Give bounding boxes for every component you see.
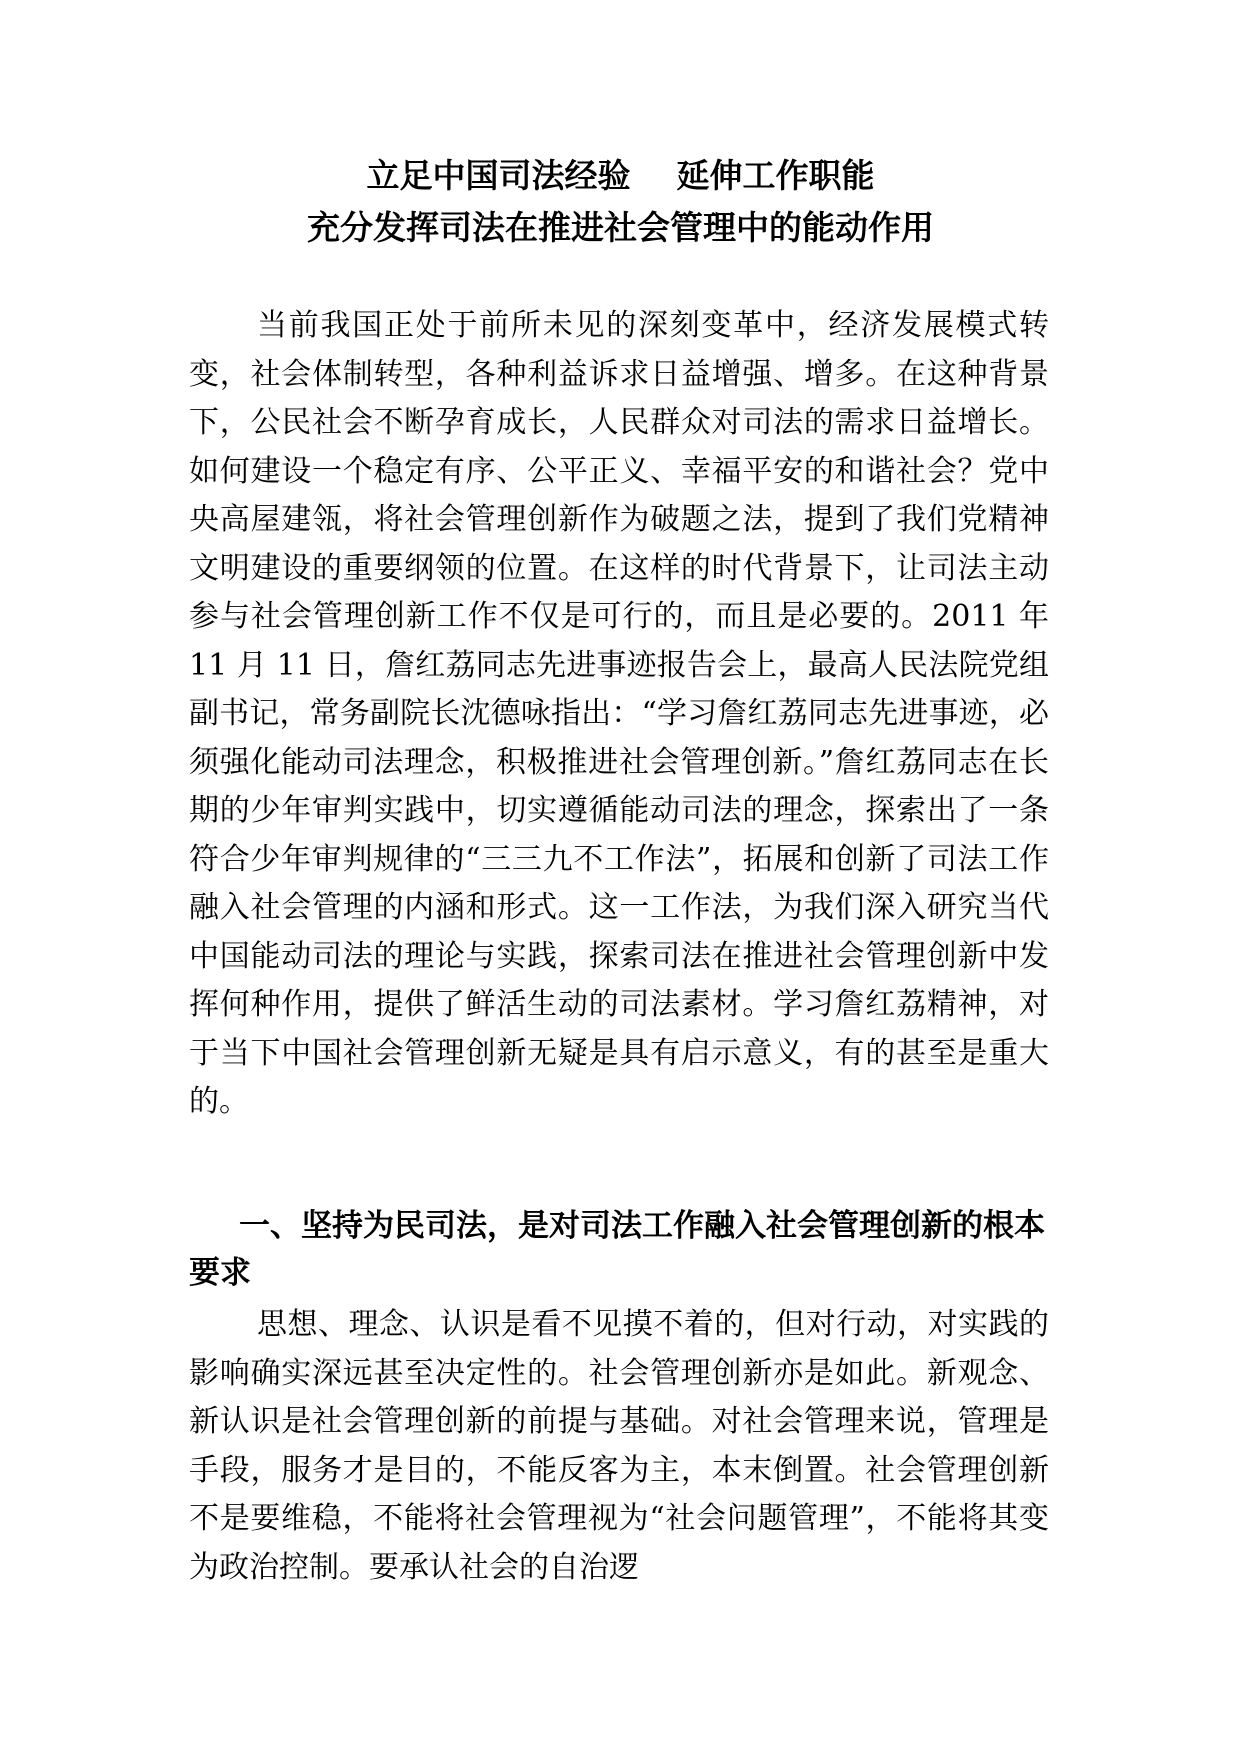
document-title	[0, 150, 1241, 254]
intro-paragraph: 当前我国正处于前所未见的深刻变革中，经济发展模式转变，社会体制转型，各种利益诉求日益增强、增多。在这种背景下，公民社会不断孕育成长，人民群众对司法的需求日益增长。如何建设一个稳定有序、公平正义、幸福平安的和谐社会？党中央高屋建瓴，将社会管理创新作为破题之法，提到了我们党精神文明建设的重要纲领的位置。在这样的时代背景下，让司法主动参与社会管理创新工作不仅是可行的，而且是必要的。2011 年 11 月 11 日，詹红荔同志先进事迹报告会上，最高人民法院党组副书记，常务副院长沈德咏指出：“学习詹红荔同志先进事迹，必须强化能动司法理念，积极推进社会管理创新。”詹红荔同志在长期的少年审判实践中，切实遵循能动司法的理念，探索出了一条符合少年审判规律的“三三九不工作法”，拓展和创新了司法工作融入社会管理的内涵和形式。这一工作法，为我们深入研究当代中国能动司法的理论与实践，探索司法在推进社会管理创新中发挥何种作用，提供了鲜活生动的司法素材。学习詹红荔精神，对于当下中国社会管理创新无疑是具有启示意义，有的甚至是重大的。	[189, 308, 1049, 1119]
section-1-heading: 一、坚持为民司法，是对司法工作融入社会管理创新的根本要求	[189, 1208, 1045, 1291]
title-line-2: 充分发挥司法在推进社会管理中的能动作用	[307, 208, 934, 247]
title-line-1: 立足中国司法经验 延伸工作职能	[366, 156, 875, 195]
section-1-paragraph: 思想、理念、认识是看不见摸不着的，但对行动，对实践的影响确实深远甚至决定性的。社会管理创新亦是如此。新观念、新认识是社会管理创新的前提与基础。对社会管理来说，管理是手段，服务才是目的，不能反客为主，本末倒置。社会管理创新不是要维稳，不能将社会管理视为“社会问题管理”，不能将其变为政治控制。要承认社会的自治逻	[189, 1307, 1049, 1585]
